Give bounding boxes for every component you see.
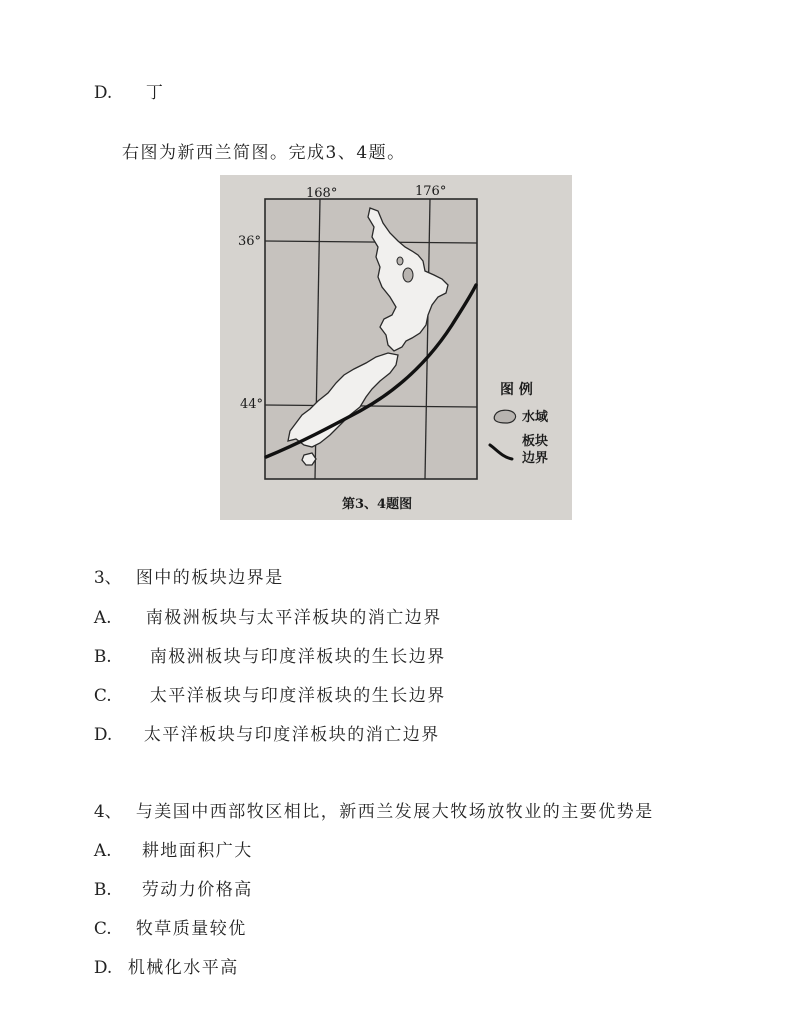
prev-option-d: [80, 63, 164, 103]
question-number: 4、: [93, 802, 122, 822]
question-4-option-a: [80, 821, 253, 861]
lon-label-176: 176°: [415, 184, 447, 199]
question-3-option-a: [80, 588, 442, 628]
intro-text: 右图为新西兰简图。完成3、4题。: [122, 143, 406, 163]
option-text: 太平洋板块与印度洋板块的生长边界: [149, 686, 446, 706]
question-3-option-b: [80, 627, 446, 667]
legend-boundary-label-1: 板块: [522, 434, 549, 449]
figure-caption: 第3、4题图: [342, 497, 413, 512]
lat-label-44: 44°: [240, 397, 264, 412]
option-text: 丁: [145, 83, 165, 103]
question-4-option-d: [80, 938, 239, 978]
question-4-option-b: [80, 860, 253, 900]
lat-label-36: 36°: [238, 234, 262, 249]
option-letter: D.: [93, 83, 113, 103]
option-text: 南极洲板块与印度洋板块的生长边界: [149, 647, 446, 667]
question-text: 与美国中西部牧区相比，新西兰发展大牧场放牧业的主要优势是: [135, 802, 654, 822]
option-letter: A.: [93, 841, 112, 861]
option-text: 劳动力价格高: [141, 880, 253, 900]
option-letter: D.: [93, 958, 113, 978]
question-number: 3、: [93, 568, 122, 588]
option-text: 耕地面积广大: [141, 841, 253, 861]
option-letter: B.: [93, 647, 112, 667]
option-letter: C.: [93, 686, 112, 706]
legend-title: 图 例: [500, 382, 533, 398]
question-3-option-d: [80, 705, 440, 745]
new-zealand-map-figure: [220, 175, 572, 520]
option-letter: D.: [93, 725, 113, 745]
option-text: 太平洋板块与印度洋板块的消亡边界: [143, 725, 440, 745]
water-symbol-icon: [494, 410, 515, 423]
option-letter: C.: [93, 919, 112, 939]
option-text: 南极洲板块与太平洋板块的消亡边界: [145, 608, 442, 628]
legend-water-label: 水域: [522, 410, 549, 425]
option-letter: B.: [93, 880, 112, 900]
lake-small: [397, 257, 403, 265]
stewart-island: [302, 453, 316, 465]
question-text: 图中的板块边界是: [135, 568, 284, 588]
question-4-stem: [80, 782, 654, 822]
question-3-stem: [80, 548, 284, 588]
option-letter: A.: [93, 608, 112, 628]
legend-boundary-label-2: 边界: [522, 451, 549, 466]
new-zealand-map: [220, 175, 572, 520]
option-text: 牧草质量较优: [135, 919, 247, 939]
lon-label-168: 168°: [306, 186, 338, 201]
lake-taupo: [403, 268, 413, 282]
question-4-option-c: [80, 899, 247, 939]
question-3-option-c: [80, 666, 446, 706]
option-text: 机械化水平高: [127, 958, 239, 978]
